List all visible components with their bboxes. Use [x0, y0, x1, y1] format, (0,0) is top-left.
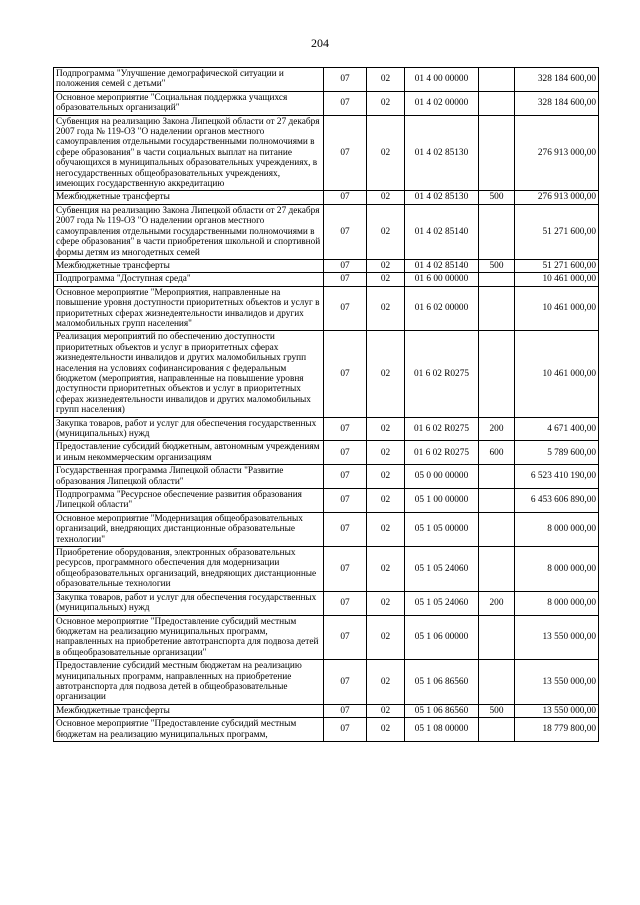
row-expense-type — [479, 91, 515, 115]
row-target-code: 01 4 02 85140 — [405, 259, 479, 272]
row-amount: 328 184 600,00 — [515, 91, 599, 115]
row-expense-type: 200 — [479, 591, 515, 615]
row-amount: 13 550 000,00 — [515, 704, 599, 717]
row-amount: 8 000 000,00 — [515, 512, 599, 546]
row-target-code: 01 4 02 00000 — [405, 91, 479, 115]
row-subsection: 02 — [367, 660, 405, 705]
row-amount: 276 913 000,00 — [515, 191, 599, 204]
row-target-code: 05 1 06 00000 — [405, 615, 479, 660]
table-row — [54, 512, 599, 546]
row-amount: 276 913 000,00 — [515, 115, 599, 191]
row-amount: 10 461 000,00 — [515, 286, 599, 331]
row-section: 07 — [324, 547, 367, 592]
row-expense-type: 500 — [479, 191, 515, 204]
row-expense-type — [479, 331, 515, 417]
row-name: Реализация мероприятий по обеспечению доступности приоритетных объектов и услуг в приоритетных сферах жизнедеятельности инвалидов и других маломобильных групп населения на условиях софинансирования с федеральным бюджетом (мероприятия, направленные на повышение уровня доступности приоритетных объектов и услуг в приоритетных сферах жизнедеятельности инвалидов и других маломобильных групп населения) — [54, 331, 324, 417]
row-name: Основное мероприятие "Социальная поддержка учащихся образовательных организаций" — [54, 91, 324, 115]
table-row — [54, 718, 599, 742]
table-row — [54, 489, 599, 513]
row-amount: 51 271 600,00 — [515, 259, 599, 272]
budget-table-body — [54, 68, 599, 742]
row-name: Подпрограмма "Доступная среда" — [54, 273, 324, 286]
table-row — [54, 286, 599, 331]
row-expense-type — [479, 615, 515, 660]
row-section: 07 — [324, 441, 367, 465]
table-row — [54, 331, 599, 417]
table-row — [54, 204, 599, 259]
row-expense-type — [479, 547, 515, 592]
row-amount: 10 461 000,00 — [515, 331, 599, 417]
row-amount: 8 000 000,00 — [515, 591, 599, 615]
table-row — [54, 191, 599, 204]
row-expense-type: 500 — [479, 259, 515, 272]
row-amount: 328 184 600,00 — [515, 68, 599, 92]
row-name: Подпрограмма "Ресурсное обеспечение развития образования Липецкой области" — [54, 489, 324, 513]
row-amount: 6 453 606 890,00 — [515, 489, 599, 513]
row-section: 07 — [324, 704, 367, 717]
row-subsection: 02 — [367, 191, 405, 204]
table-row — [54, 91, 599, 115]
row-section: 07 — [324, 465, 367, 489]
row-name: Закупка товаров, работ и услуг для обеспечения государственных (муниципальных) нужд — [54, 417, 324, 441]
row-target-code: 01 4 00 00000 — [405, 68, 479, 92]
row-subsection: 02 — [367, 286, 405, 331]
table-row — [54, 704, 599, 717]
row-section: 07 — [324, 615, 367, 660]
row-amount: 5 789 600,00 — [515, 441, 599, 465]
row-subsection: 02 — [367, 615, 405, 660]
row-target-code: 05 1 06 86560 — [405, 704, 479, 717]
row-name: Основное мероприятие "Предоставление субсидий местным бюджетам на реализацию муниципальных программ, направленных на приобретение автотранспорта для подвоза детей в общеобразовательные организации" — [54, 615, 324, 660]
row-section: 07 — [324, 286, 367, 331]
row-name: Подпрограмма "Улучшение демографической ситуации и положения семей с детьми" — [54, 68, 324, 92]
row-target-code: 05 1 06 86560 — [405, 660, 479, 705]
row-target-code: 01 6 02 R0275 — [405, 441, 479, 465]
row-section: 07 — [324, 204, 367, 259]
row-expense-type — [479, 512, 515, 546]
row-name: Основное мероприятие "Модернизация общеобразовательных организаций, внедряющих дистанционные образовательные технологии" — [54, 512, 324, 546]
row-subsection: 02 — [367, 547, 405, 592]
row-section: 07 — [324, 273, 367, 286]
row-subsection: 02 — [367, 273, 405, 286]
row-amount: 13 550 000,00 — [515, 615, 599, 660]
row-name: Предоставление субсидий местным бюджетам на реализацию муниципальных программ, направленных на приобретение автотранспорта для подвоза детей в общеобразовательные организации — [54, 660, 324, 705]
row-subsection: 02 — [367, 417, 405, 441]
row-section: 07 — [324, 331, 367, 417]
row-subsection: 02 — [367, 718, 405, 742]
table-row — [54, 547, 599, 592]
row-section: 07 — [324, 489, 367, 513]
row-expense-type — [479, 465, 515, 489]
row-amount: 18 779 800,00 — [515, 718, 599, 742]
table-row — [54, 465, 599, 489]
row-section: 07 — [324, 512, 367, 546]
row-name: Межбюджетные трансферты — [54, 259, 324, 272]
row-subsection: 02 — [367, 512, 405, 546]
row-expense-type — [479, 68, 515, 92]
row-section: 07 — [324, 718, 367, 742]
row-name: Основное мероприятие "Мероприятия, направленные на повышение уровня доступности приоритетных объектов и услуг в приоритетных сферах жизнедеятельности инвалидов и других маломобильных групп населения" — [54, 286, 324, 331]
table-row — [54, 441, 599, 465]
budget-table — [53, 67, 599, 742]
row-section: 07 — [324, 91, 367, 115]
row-expense-type — [479, 718, 515, 742]
row-expense-type: 200 — [479, 417, 515, 441]
row-amount: 13 550 000,00 — [515, 660, 599, 705]
row-target-code: 01 4 02 85130 — [405, 191, 479, 204]
row-expense-type — [479, 660, 515, 705]
row-subsection: 02 — [367, 489, 405, 513]
row-section: 07 — [324, 591, 367, 615]
table-row — [54, 273, 599, 286]
row-name: Межбюджетные трансферты — [54, 191, 324, 204]
row-subsection: 02 — [367, 204, 405, 259]
row-section: 07 — [324, 660, 367, 705]
row-amount: 51 271 600,00 — [515, 204, 599, 259]
row-subsection: 02 — [367, 591, 405, 615]
table-row — [54, 417, 599, 441]
row-target-code: 01 6 02 R0275 — [405, 417, 479, 441]
row-amount: 10 461 000,00 — [515, 273, 599, 286]
table-row — [54, 68, 599, 92]
row-expense-type — [479, 115, 515, 191]
row-name: Межбюджетные трансферты — [54, 704, 324, 717]
row-section: 07 — [324, 115, 367, 191]
row-target-code: 01 4 02 85130 — [405, 115, 479, 191]
row-name: Основное мероприятие "Предоставление субсидий местным бюджетам на реализацию муниципальных программ, — [54, 718, 324, 742]
row-target-code: 01 6 02 00000 — [405, 286, 479, 331]
row-name: Субвенция на реализацию Закона Липецкой области от 27 декабря 2007 года № 119-ОЗ "О наделении органов местного самоуправления отдельными государственными полномочиями в сфере образования" в части приобретения школьной и спортивной формы детям из многодетных семей — [54, 204, 324, 259]
row-target-code: 01 6 00 00000 — [405, 273, 479, 286]
row-amount: 4 671 400,00 — [515, 417, 599, 441]
row-subsection: 02 — [367, 331, 405, 417]
row-name: Субвенция на реализацию Закона Липецкой области от 27 декабря 2007 года № 119-ОЗ "О наделении органов местного самоуправления отдельными государственными полномочиями в сфере образования" в части социальных выплат на питание обучающихся в муниципальных образовательных учреждениях, в негосударственных общеобразовательных учреждениях, имеющих государственную аккредитацию — [54, 115, 324, 191]
row-name: Закупка товаров, работ и услуг для обеспечения государственных (муниципальных) нужд — [54, 591, 324, 615]
row-target-code: 01 4 02 85140 — [405, 204, 479, 259]
row-amount: 6 523 410 190,00 — [515, 465, 599, 489]
row-section: 07 — [324, 68, 367, 92]
row-target-code: 05 1 05 00000 — [405, 512, 479, 546]
row-subsection: 02 — [367, 115, 405, 191]
row-subsection: 02 — [367, 465, 405, 489]
row-subsection: 02 — [367, 91, 405, 115]
table-row — [54, 660, 599, 705]
table-row — [54, 615, 599, 660]
row-amount: 8 000 000,00 — [515, 547, 599, 592]
row-target-code: 05 1 00 00000 — [405, 489, 479, 513]
row-section: 07 — [324, 417, 367, 441]
row-target-code: 05 1 05 24060 — [405, 591, 479, 615]
table-row — [54, 259, 599, 272]
row-subsection: 02 — [367, 259, 405, 272]
row-subsection: 02 — [367, 441, 405, 465]
row-section: 07 — [324, 259, 367, 272]
page-number: 204 — [311, 36, 329, 50]
row-section: 07 — [324, 191, 367, 204]
row-expense-type: 500 — [479, 704, 515, 717]
row-expense-type: 600 — [479, 441, 515, 465]
row-target-code: 05 0 00 00000 — [405, 465, 479, 489]
row-name: Государственная программа Липецкой области "Развитие образования Липецкой области" — [54, 465, 324, 489]
row-expense-type — [479, 286, 515, 331]
row-target-code: 05 1 08 00000 — [405, 718, 479, 742]
row-name: Предоставление субсидий бюджетным, автономным учреждениям и иным некоммерческим организациям — [54, 441, 324, 465]
row-subsection: 02 — [367, 68, 405, 92]
row-expense-type — [479, 489, 515, 513]
row-target-code: 01 6 02 R0275 — [405, 331, 479, 417]
row-name: Приобретение оборудования, электронных образовательных ресурсов, программного обеспечения для модернизации общеобразовательных организаций, внедряющих дистанционные образовательные технологии — [54, 547, 324, 592]
table-row — [54, 591, 599, 615]
table-row — [54, 115, 599, 191]
row-expense-type — [479, 204, 515, 259]
row-expense-type — [479, 273, 515, 286]
row-subsection: 02 — [367, 704, 405, 717]
row-target-code: 05 1 05 24060 — [405, 547, 479, 592]
